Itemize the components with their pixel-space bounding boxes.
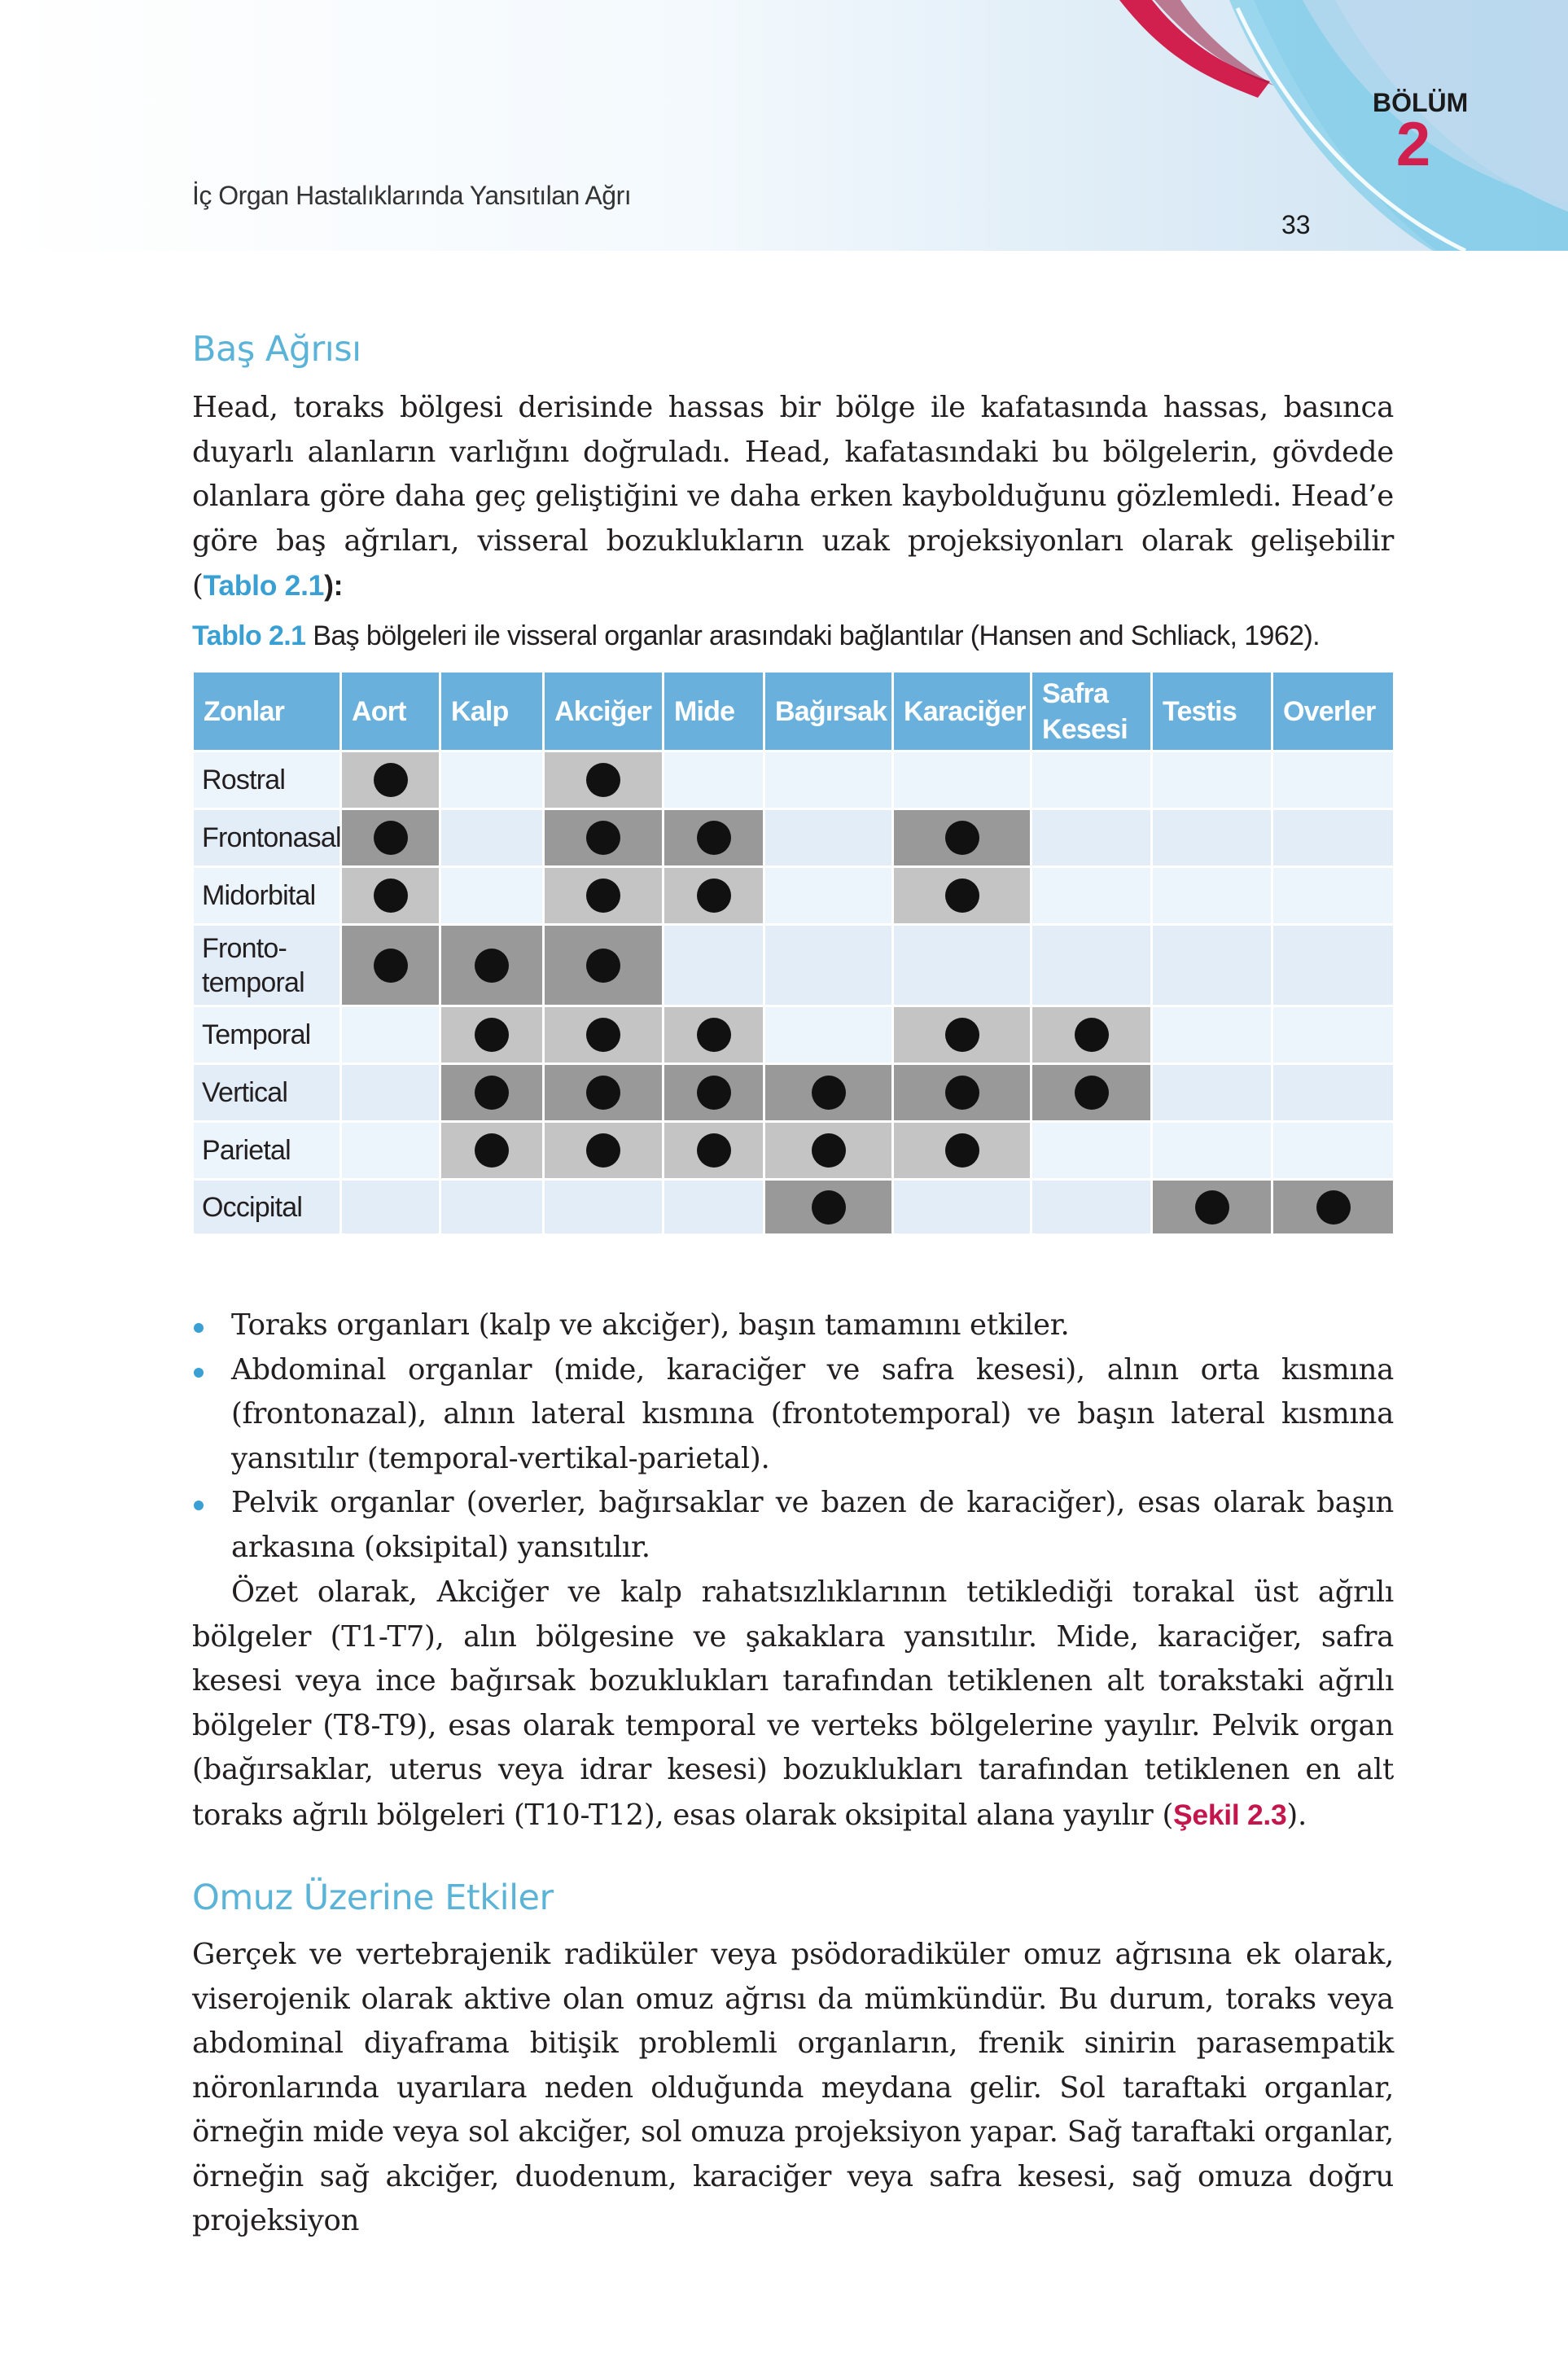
filled-circle-icon [586, 878, 620, 913]
table-caption [192, 620, 1320, 652]
organ-zone-table [194, 673, 1395, 1236]
table-cell [441, 1007, 545, 1065]
table-cell [1032, 752, 1153, 810]
table-cell [1153, 752, 1273, 810]
table-cell [664, 752, 765, 810]
table-cell [545, 1181, 664, 1236]
table-cell [545, 1123, 664, 1181]
table-zone-cell: Frontonasal [194, 810, 342, 868]
filled-circle-icon [1195, 1190, 1229, 1225]
table-cell [441, 810, 545, 868]
table-cell [1032, 868, 1153, 926]
table-header-cell: Safra Kesesi [1032, 673, 1153, 752]
table-caption-text: Baş bölgeleri ile visseral organlar arasındaki bağlantılar (Hansen and Schliack, 1962). [305, 620, 1321, 651]
table-cell [894, 1123, 1032, 1181]
filled-circle-icon [812, 1190, 846, 1225]
table-zone-cell: Midorbital [194, 868, 342, 926]
table-cell [1273, 1181, 1395, 1236]
table-header-cell: Bağırsak [765, 673, 894, 752]
section1-paragraph-text: Head, toraks bölgesi derisinde hassas bir bölge ile kafatasında hassas, basınca duyarlı alanların varlığını doğruladı. Head, kafatasındaki bu bölgelerin, gövdede olanlara göre daha geç geliştiğini ve daha erken kaybolduğunu gözlemledi. Head’e göre baş ağrıları, visseral bozuklukların uzak projeksiyonları olarak gelişebilir ( [192, 391, 1394, 602]
table-cell [545, 1065, 664, 1123]
table-header-cell: Testis [1153, 673, 1273, 752]
table-cell [765, 1181, 894, 1236]
filled-circle-icon [945, 821, 979, 855]
table-zone-cell: Vertical [194, 1065, 342, 1123]
bullet-item: Abdominal organlar (mide, karaciğer ve safra kesesi), alnın orta kısmına (frontonazal), alnın lateral kısmına (frontotemporal) ve başın lateral kısmına yansıtılır (temporal-vertikal-parietal). [192, 1348, 1394, 1482]
table-cell [765, 926, 894, 1007]
table-cell [664, 926, 765, 1007]
table-cell [441, 1181, 545, 1236]
table-header-cell: Kalp [441, 673, 545, 752]
table-cell [1153, 1123, 1273, 1181]
table-cell [441, 1123, 545, 1181]
page-number: 33 [1281, 210, 1311, 239]
table-cell [894, 926, 1032, 1007]
filled-circle-icon [945, 1018, 979, 1052]
table-cell [342, 1065, 441, 1123]
table-cell [342, 1007, 441, 1065]
table-cell [1032, 1123, 1153, 1181]
table-cell [1153, 926, 1273, 1007]
table-cell [1273, 1065, 1395, 1123]
table-header-cell: Akciğer [545, 673, 664, 752]
table-cell [765, 1065, 894, 1123]
table-cell [1153, 1007, 1273, 1065]
table-cell [1153, 810, 1273, 868]
section1-paragraph [192, 386, 1394, 609]
bullet-icon [194, 1323, 204, 1333]
table-cell [545, 868, 664, 926]
table-cell [664, 1007, 765, 1065]
filled-circle-icon [812, 1133, 846, 1168]
filled-circle-icon [586, 1018, 620, 1052]
filled-circle-icon [697, 1133, 731, 1168]
table-header-cell: Aort [342, 673, 441, 752]
table-cell [1153, 1065, 1273, 1123]
table-cell [342, 1181, 441, 1236]
table-cell [545, 926, 664, 1007]
table-cell [545, 752, 664, 810]
filled-circle-icon [812, 1076, 846, 1110]
table-cell [1032, 1065, 1153, 1123]
filled-circle-icon [475, 1133, 509, 1168]
filled-circle-icon [374, 949, 408, 983]
table-header-cell: Zonlar [194, 673, 342, 752]
table-cell [1153, 1181, 1273, 1236]
bullet-icon [194, 1368, 204, 1378]
table-cell [1032, 1181, 1153, 1236]
table-cell [664, 1065, 765, 1123]
table-cell [664, 1123, 765, 1181]
table-cell [664, 810, 765, 868]
table-cell [894, 752, 1032, 810]
table-cell [342, 868, 441, 926]
table-cell [545, 810, 664, 868]
table-cell [1032, 1007, 1153, 1065]
filled-circle-icon [945, 1076, 979, 1110]
table-cell [1273, 752, 1395, 810]
filled-circle-icon [1075, 1076, 1109, 1110]
filled-circle-icon [697, 1076, 731, 1110]
bullet-item: Pelvik organlar (overler, bağırsaklar ve bazen de karaciğer), esas olarak başın arkasına (oksipital) yansıtılır. [192, 1481, 1394, 1570]
bullet-icon [194, 1501, 204, 1510]
table-cell [1273, 926, 1395, 1007]
filled-circle-icon [586, 763, 620, 797]
filled-circle-icon [945, 878, 979, 913]
bullet-list [192, 1303, 1394, 1570]
table-cell [894, 1065, 1032, 1123]
filled-circle-icon [374, 878, 408, 913]
filled-circle-icon [374, 763, 408, 797]
filled-circle-icon [697, 1018, 731, 1052]
filled-circle-icon [697, 878, 731, 913]
filled-circle-icon [1075, 1018, 1109, 1052]
section1-paragraph-tail: ): [324, 569, 344, 602]
table-cell [342, 926, 441, 1007]
table-cell [441, 752, 545, 810]
table-zone-cell: Fronto- temporal [194, 926, 342, 1007]
filled-circle-icon [475, 949, 509, 983]
table-cell [342, 1123, 441, 1181]
table-cell [664, 868, 765, 926]
table-zone-cell: Temporal [194, 1007, 342, 1065]
table-cell [894, 810, 1032, 868]
table-cell [765, 868, 894, 926]
table-cell [441, 868, 545, 926]
table-header-cell: Mide [664, 673, 765, 752]
filled-circle-icon [374, 821, 408, 855]
filled-circle-icon [586, 1133, 620, 1168]
table-cell [1273, 1007, 1395, 1065]
table-cell [894, 1007, 1032, 1065]
table-zone-cell: Parietal [194, 1123, 342, 1181]
table-cell [545, 1007, 664, 1065]
summary-paragraph [192, 1571, 1394, 1838]
table-cell [1273, 868, 1395, 926]
section2-paragraph: Gerçek ve vertebrajenik radiküler veya psödoradiküler omuz ağrısına ek olarak, viserojenik olarak aktive olan omuz ağrısı da mümkündür. Bu durum, toraks veya abdominal diyaframa bitişik problemli organların, frenik sinirin parasempatik nöronlarında uyarılara neden olduğunda meydana gelir. Sol taraftaki organlar, örneğin mide veya sol akciğer, sol omuza projeksiyon yapar. Sağ taraftaki organlar, örneğin sağ akciğer, duodenum, karaciğer veya safra kesesi, sağ omuza doğru projeksiyon [192, 1938, 1394, 2237]
table-cell [1153, 868, 1273, 926]
table-header-cell: Overler [1273, 673, 1395, 752]
table-cell [894, 868, 1032, 926]
filled-circle-icon [586, 949, 620, 983]
table-cell [441, 926, 545, 1007]
filled-circle-icon [475, 1018, 509, 1052]
table-cell [765, 810, 894, 868]
table-cell [765, 1123, 894, 1181]
table-cell [1032, 926, 1153, 1007]
table-cell [664, 1181, 765, 1236]
table-zone-cell: Rostral [194, 752, 342, 810]
summary-paragraph-tail: ). [1286, 1798, 1307, 1832]
table-caption-label: Tablo 2.1 [192, 620, 306, 651]
running-title: İç Organ Hastalıklarında Yansıtılan Ağrı [192, 181, 632, 210]
table-header-cell: Karaciğer [894, 673, 1032, 752]
chapter-label: BÖLÜM [1373, 88, 1469, 117]
summary-paragraph-text: Özet olarak, Akciğer ve kalp rahatsızlıklarının tetiklediği torakal üst ağrılı bölgeler (T1-T7), alın bölgesine ve şakaklara yansıtılır. Mide, karaciğer, safra kesesi veya ince bağırsak bozuklukları tarafından tetiklenen alt torakstaki ağrılı bölgeler (T8-T9), esas olarak temporal ve verteks bölgelerine yayılır. Pelvik organ (bağırsaklar, uterus veya idrar kesesi) bozuklukları tarafından tetiklenen en alt toraks ağrılı bölgeleri (T10-T12), esas olarak oksipital alana yayılır ( [192, 1575, 1394, 1832]
filled-circle-icon [475, 1076, 509, 1110]
section-heading-omuz: Omuz Üzerine Etkiler [192, 1877, 554, 1918]
table-cell [765, 752, 894, 810]
section-heading-bas-agrisi: Baş Ağrısı [192, 329, 361, 370]
table-cell [894, 1181, 1032, 1236]
header-decoration [0, 0, 1568, 251]
table-cell [342, 810, 441, 868]
table-cell [1032, 810, 1153, 868]
table-cell [1273, 1123, 1395, 1181]
filled-circle-icon [586, 821, 620, 855]
table-cell [1273, 810, 1395, 868]
bullet-item: Toraks organları (kalp ve akciğer), başın tamamını etkiler. [192, 1303, 1394, 1348]
table-cell [441, 1065, 545, 1123]
table-cell [765, 1007, 894, 1065]
chapter-number: 2 [1395, 110, 1431, 179]
table-reference-link[interactable]: Tablo 2.1 [203, 569, 325, 602]
filled-circle-icon [586, 1076, 620, 1110]
table-zone-cell: Occipital [194, 1181, 342, 1236]
figure-reference-link[interactable]: Şekil 2.3 [1173, 1798, 1287, 1831]
table-cell [342, 752, 441, 810]
filled-circle-icon [697, 821, 731, 855]
filled-circle-icon [1316, 1190, 1351, 1225]
page-header [0, 0, 1568, 251]
filled-circle-icon [945, 1133, 979, 1168]
